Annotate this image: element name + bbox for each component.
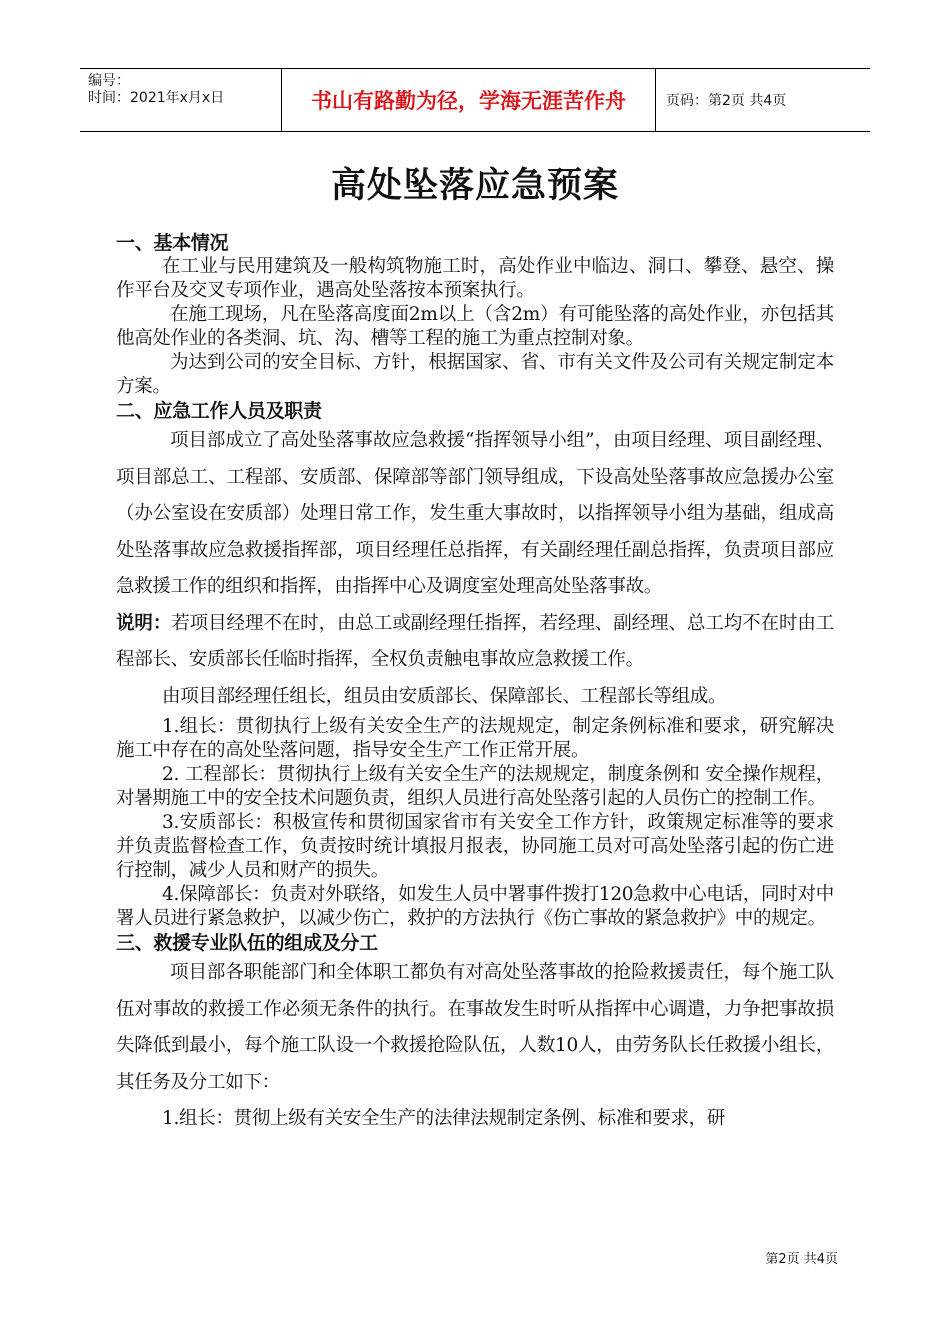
header-motto: 书山有路勤为径，学海无涯苦作舟	[282, 69, 656, 131]
section3-heading: 三、救援专业队伍的组成及分工	[116, 932, 378, 954]
header-meta	[80, 69, 282, 131]
page-header	[80, 68, 870, 132]
section3-paragraph-1: 项目部各职能部门和全体职工都负有对高处坠落事故的抢险救援责任，每个施工队伍对事故的救援工作必须无条件的执行。在事故发生时听从指挥中心调遣，力争把事故损失降低到最小，每个施工队设一个救援抢险队伍，人数10人，由劳务队长任救援小组长，其任务及分工如下：	[116, 962, 834, 1093]
section2-item-1: 1.组长：贯彻执行上级有关安全生产的法规规定，制定条例标准和要求，研究解决施工中存在的高处坠落问题，指导安全生产工作正常开展。	[116, 716, 834, 761]
section2-heading: 二、应急工作人员及职责	[116, 400, 322, 422]
section1-paragraph-3: 为达到公司的安全目标、方针，根据国家、省、市有关文件及公司有关规定制定本方案。	[116, 352, 834, 397]
header-page-label: 页码：第2页 共4页	[666, 93, 787, 109]
section1-heading: 一、基本情况	[116, 232, 229, 254]
number-label: 编号：	[88, 73, 130, 89]
document-title: 高处坠落应急预案	[330, 166, 619, 206]
note-label: 说明：	[116, 612, 172, 634]
section2-paragraph-2: 由项目部经理任组长，组员由安质部长、保障部长、工程部长等组成。	[162, 685, 727, 707]
section3-item-1: 1.组长：贯彻上级有关安全生产的法律法规制定条例、标准和要求，研	[162, 1108, 726, 1129]
page-footer: 第2页 共4页	[765, 1252, 838, 1267]
section2-item-3: 3.安质部长：积极宣传和贯彻国家省市有关安全工作方针，政策规定标准等的要求并负责监督检查工作，负责按时统计填报月报表，协同施工员对可高处坠落引起的伤亡进行控制，减少人员和财产的损失。	[116, 812, 834, 881]
section2-item-4: 4.保障部长：负责对外联络，如发生人员中署事件拨打120急救中心电话，同时对中署人员进行紧急救护，以减少伤亡，救护的方法执行《伤亡事故的紧急救护》中的规定。	[116, 884, 834, 929]
time-label: 时间：2021年x月x日	[88, 90, 225, 106]
section2-paragraph-1: 项目部成立了高处坠落事故应急救援“指挥领导小组”，由项目经理、项目副经理、项目部总工、工程部、安质部、保障部等部门领导组成，下设高处坠落事故应急援办公室（办公室设在安质部）处理日常工作，发生重大事故时，以指挥领导小组为基础，组成高处坠落事故应急救援指挥部，项目经理任总指挥，有关副经理任副总指挥，负责项目部应急救援工作的组织和指挥，由指挥中心及调度室处理高处坠落事故。	[116, 430, 834, 597]
note-text: 若项目经理不在时，由总工或副经理任指挥，若经理、副经理、总工均不在时由工程部长、安质部长任临时指挥，全权负责触电事故应急救援工作。	[116, 612, 834, 670]
document-body	[116, 231, 834, 1138]
section2-note	[116, 606, 834, 679]
section2-item-2: 2. 工程部长：贯彻执行上级有关安全生产的法规规定，制度条例和 安全操作规程，对暑期施工中的安全技术问题负责，组织人员进行高处坠落引起的人员伤亡的控制工作。	[116, 764, 834, 809]
section1-paragraph-1: 在工业与民用建筑及一般构筑物施工时，高处作业中临边、洞口、攀登、悬空、操作平台及交叉专项作业，遇高处坠落按本预案执行。	[116, 256, 834, 301]
section1-paragraph-2: 在施工现场，凡在坠落高度面2m以上（含2m）有可能坠落的高处作业，亦包括其他高处作业的各类洞、坑、沟、槽等工程的施工为重点控制对象。	[116, 304, 834, 349]
